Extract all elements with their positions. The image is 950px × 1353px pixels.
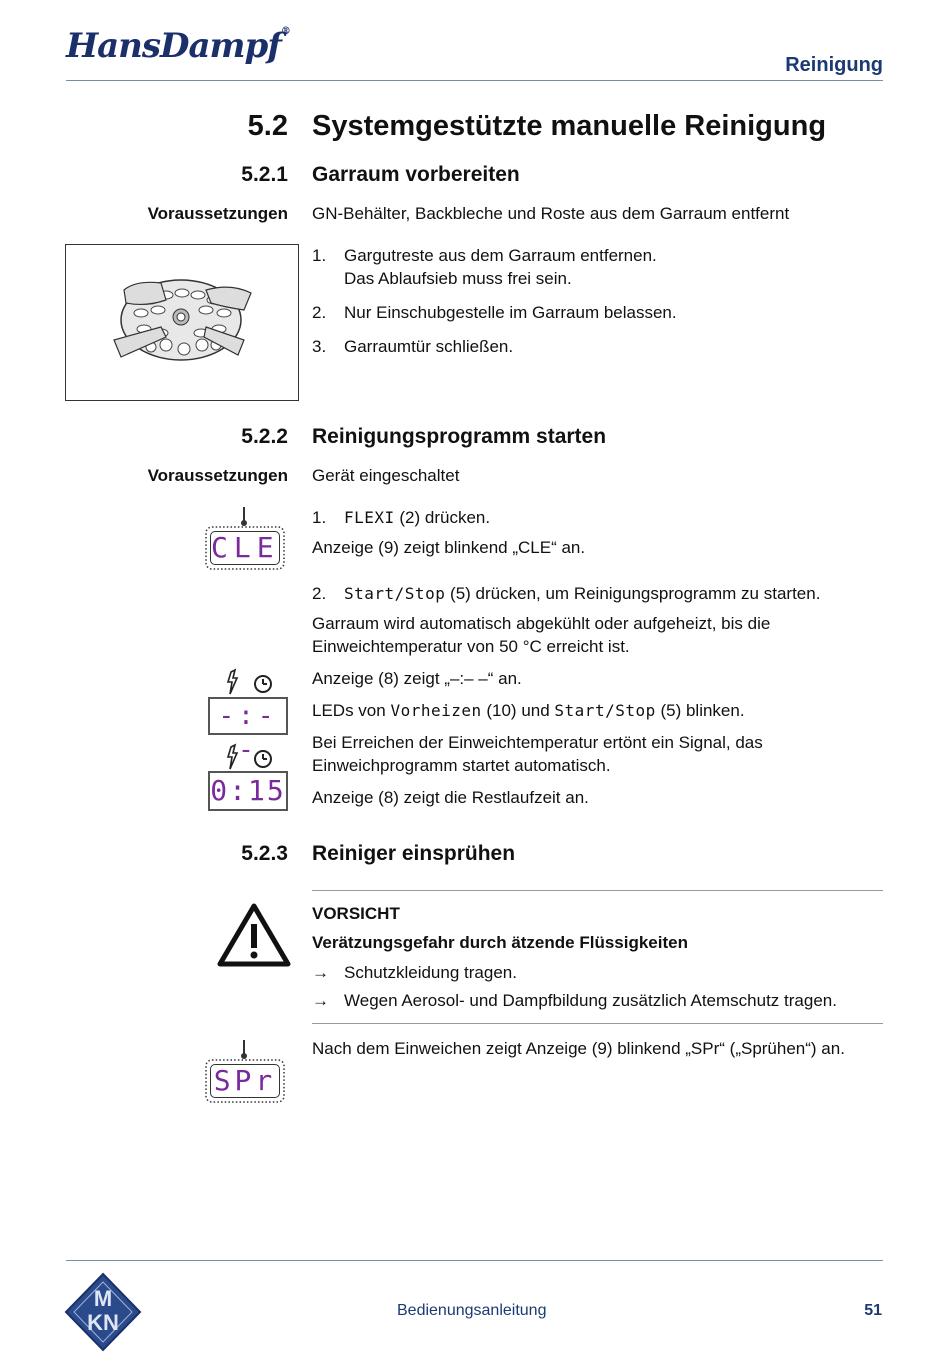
mkn-logo-top: M (93, 1286, 113, 1311)
section-header-title: Reinigung (785, 54, 883, 76)
footer-rule (66, 1260, 883, 1261)
drain-illustration (65, 244, 299, 401)
section-number-5-2-2: 5.2.2 (241, 425, 288, 448)
warning-subtitle: Verätzungsgefahr durch ätzende Flüssigkeiten (312, 933, 688, 952)
list-item: 3. Garraumtür schließen. (312, 337, 514, 356)
mkn-logo (64, 1272, 142, 1352)
warning-bottom-rule (312, 1023, 883, 1024)
prereq-label-2: Voraussetzungen (147, 466, 288, 485)
list-item: 2. Nur Einschubgestelle im Garraum belassen. (312, 303, 677, 322)
warning-item-2: → Wegen Aerosol- und Dampfbildung zusätzlich Atemschutz tragen. (312, 991, 837, 1010)
section-number-5-2-1: 5.2.1 (241, 163, 288, 186)
display-spr-group (200, 1038, 292, 1108)
arrow-icon: → (312, 991, 329, 1010)
key-vorheizen: Vorheizen (390, 701, 482, 720)
warning-title: VORSICHT (312, 904, 400, 923)
display-cle-group (200, 505, 292, 575)
probe-timer-icons-2 (205, 743, 295, 773)
para-remaining: Anzeige (8) zeigt die Restlaufzeit an. (312, 788, 589, 807)
para-leds: LEDs von Vorheizen (10) und Start/Stop (5) blinken. (312, 701, 745, 720)
para-signal: Bei Erreichen der Einweichtemperatur ertönt ein Signal, das Einweichprogramm startet automatisch. (312, 733, 763, 775)
para-display-dash: Anzeige (8) zeigt „–:– –“ an. (312, 669, 522, 688)
lcd-time: 0:15 (208, 771, 288, 811)
prereq-text-2: Gerät eingeschaltet (312, 466, 460, 485)
section-number-5-2: 5.2 (247, 110, 288, 142)
key-start-stop-2: Start/Stop (554, 701, 656, 720)
arrow-icon: → (312, 963, 329, 982)
key-start-stop: Start/Stop (344, 584, 446, 603)
section-title-5-2: Systemgestützte manuelle Reinigung (312, 110, 827, 142)
list-item: 1. Gargutreste aus dem Garraum entfernen. Das Ablaufsieb muss frei sein. (312, 246, 657, 288)
header-rule (66, 80, 883, 81)
lcd-dash: -:-- (208, 697, 288, 735)
section-title-5-2-2: Reinigungsprogramm starten (312, 425, 607, 448)
step1-result: Anzeige (9) zeigt blinkend „CLE“ an. (312, 538, 586, 557)
key-flexi: FLEXI (344, 508, 395, 527)
warning-item-1: → Schutzkleidung tragen. (312, 963, 517, 982)
section-title-5-2-3: Reiniger einsprühen (312, 842, 516, 865)
step2-5-2-2: 2. Start/Stop (5) drücken, um Reinigungsprogramm zu starten. (312, 584, 821, 603)
mkn-logo-bottom: KN (87, 1310, 119, 1335)
warning-triangle-icon (216, 902, 292, 968)
page-number: 51 (864, 1302, 882, 1319)
lcd-cle: CLE (211, 531, 280, 564)
lcd-spr: SPr (210, 1064, 280, 1098)
prereq-text-1: GN-Behälter, Backbleche und Roste aus dem Garraum entfernt (312, 204, 790, 223)
section-number-5-2-3: 5.2.3 (241, 842, 288, 865)
footer-doc-name: Bedienungsanleitung (397, 1302, 547, 1319)
para-temperature: Garraum wird automatisch abgekühlt oder aufgeheizt, bis die Einweichtemperatur von 50 °C erreicht ist. (312, 614, 771, 656)
step-list-5-2-1 (312, 244, 882, 358)
step1-5-2-2: 1. FLEXI (2) drücken. (312, 508, 491, 527)
after-soak-text: Nach dem Einweichen zeigt Anzeige (9) blinkend „SPr“ („Sprühen“) an. (312, 1039, 845, 1058)
section-title-5-2-1: Garraum vorbereiten (312, 163, 520, 186)
warning-top-rule (312, 890, 883, 891)
prereq-label-1: Voraussetzungen (147, 204, 288, 223)
brand-logo-text: HansDampf (66, 26, 281, 66)
probe-timer-icons (205, 668, 295, 698)
drain-sieve-icon (66, 245, 298, 400)
brand-logo: HansDampf® (66, 26, 290, 66)
